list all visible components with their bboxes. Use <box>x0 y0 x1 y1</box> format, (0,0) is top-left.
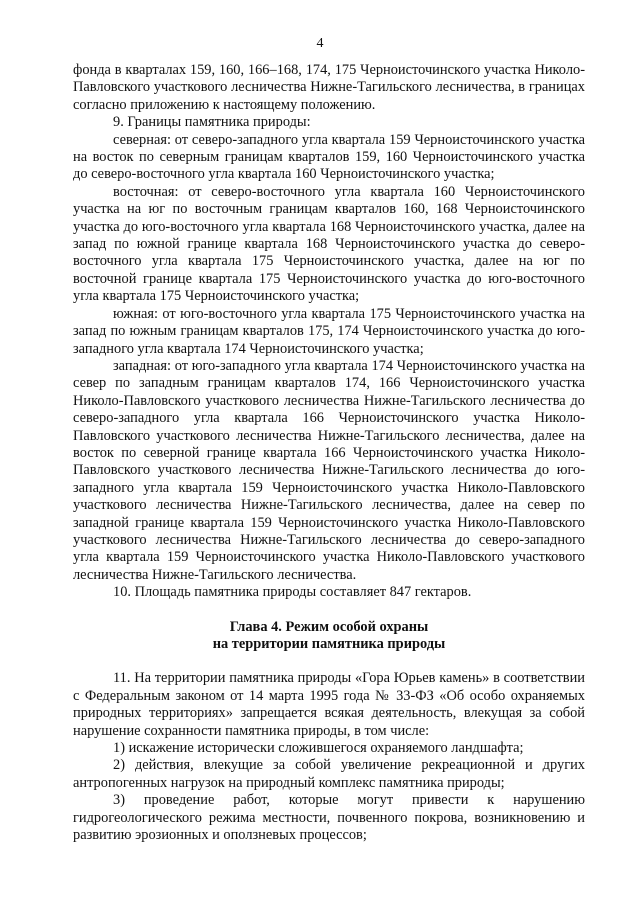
chapter-heading-line-1: Глава 4. Режим особой охраны <box>229 618 429 635</box>
chapter-heading <box>73 619 585 654</box>
p-item-10: 10. Площадь памятника природы составляет 847 гектаров. <box>113 584 472 601</box>
p-north: северная: от северо-западного угла квартала 159 Черноисточинского участка на восток по северным границам кварталов 159, 160 Черноисточинского участка до северо-восточного угла квартала 160 Черноисточинского участка; <box>73 131 585 183</box>
p-fund-continuation: фонда в кварталах 159, 160, 166–168, 174, 175 Черноисточинского участка Николо-Павловского участкового лесничества Нижне-Тагильского лесничества, в границах согласно приложению к настоящему положению. <box>73 62 585 113</box>
p-west: западная: от юго-западного угла квартала 174 Черноисточинского участка на север по западным границам кварталов 174, 166 Черноисточинского участка Николо-Павловского участкового лесничества Нижне-Тагильского лесничества до северо-западного угла квартала 166 Черноисточинского участка Николо-Павловского участкового лесничества Нижне-Тагильского лесничества, далее на восток по северной границе квартала 166 Черноисточинского участка Николо-Павловского участкового лесничества Нижне-Тагильского лесничества до юго-западного угла квартала 159 Черноисточинского участка Николо-Павловского участкового лесничества Нижне-Тагильского лесничества, далее на север по западной границе квартала 159 Черноисточинского участка Николо-Павловского участкового лесничества Нижне-Тагильского лесничества до северо-западного угла квартала 159 Черноисточинского участка Николо-Павловского участкового лесничества Нижне-Тагильского лесничества. <box>73 357 585 583</box>
p-item-11: 11. На территории памятника природы «Гора Юрьев камень» в соответствии с Федеральным законом от 14 марта 1995 года № 33-ФЗ «Об особо охраняемых природных территориях» запрещается всякая деятельность, влекущая за собой нарушение сохранности памятника природы, в том числе: <box>73 670 585 739</box>
p-south: южная: от юго-восточного угла квартала 175 Черноисточинского участка на запад по южным границам кварталов 175, 174 Черноисточинского участка до юго-западного угла квартала 174 Черноисточинского участка; <box>73 305 585 357</box>
paragraphs-before-chapter <box>73 62 585 602</box>
document-body <box>73 62 585 844</box>
p-sub-1: 1) искажение исторически сложившегося охраняемого ландшафта; <box>113 740 524 757</box>
p-sub-2: 2) действия, влекущие за собой увеличение рекреационной и других антропогенных нагрузок на природный комплекс памятника природы; <box>73 757 585 791</box>
p-sub-3: 3) проведение работ, которые могут привести к нарушению гидрогеологического режима местности, почвенного покрова, возникновению и развитию эрозионных и оползневых процессов; <box>73 792 585 844</box>
page-number: 4 <box>316 36 324 51</box>
paragraphs-after-chapter <box>73 670 585 844</box>
p-item-9: 9. Границы памятника природы: <box>113 114 311 131</box>
chapter-heading-line-2: на территории памятника природы <box>212 636 446 652</box>
p-east: восточная: от северо-восточного угла квартала 160 Черноисточинского участка на юг по восточным границам кварталов 160, 168 Черноисточинского участка до юго-восточного угла квартала 168 Черноисточинского участка, далее на запад по южной границе квартала 168 Черноисточинского участка до северо-восточного угла квартала 175 Черноисточинского участка, далее на юг по восточной границе квартала 175 Черноисточинского участка до юго-восточного угла квартала 175 Черноисточинского участка; <box>73 183 585 305</box>
